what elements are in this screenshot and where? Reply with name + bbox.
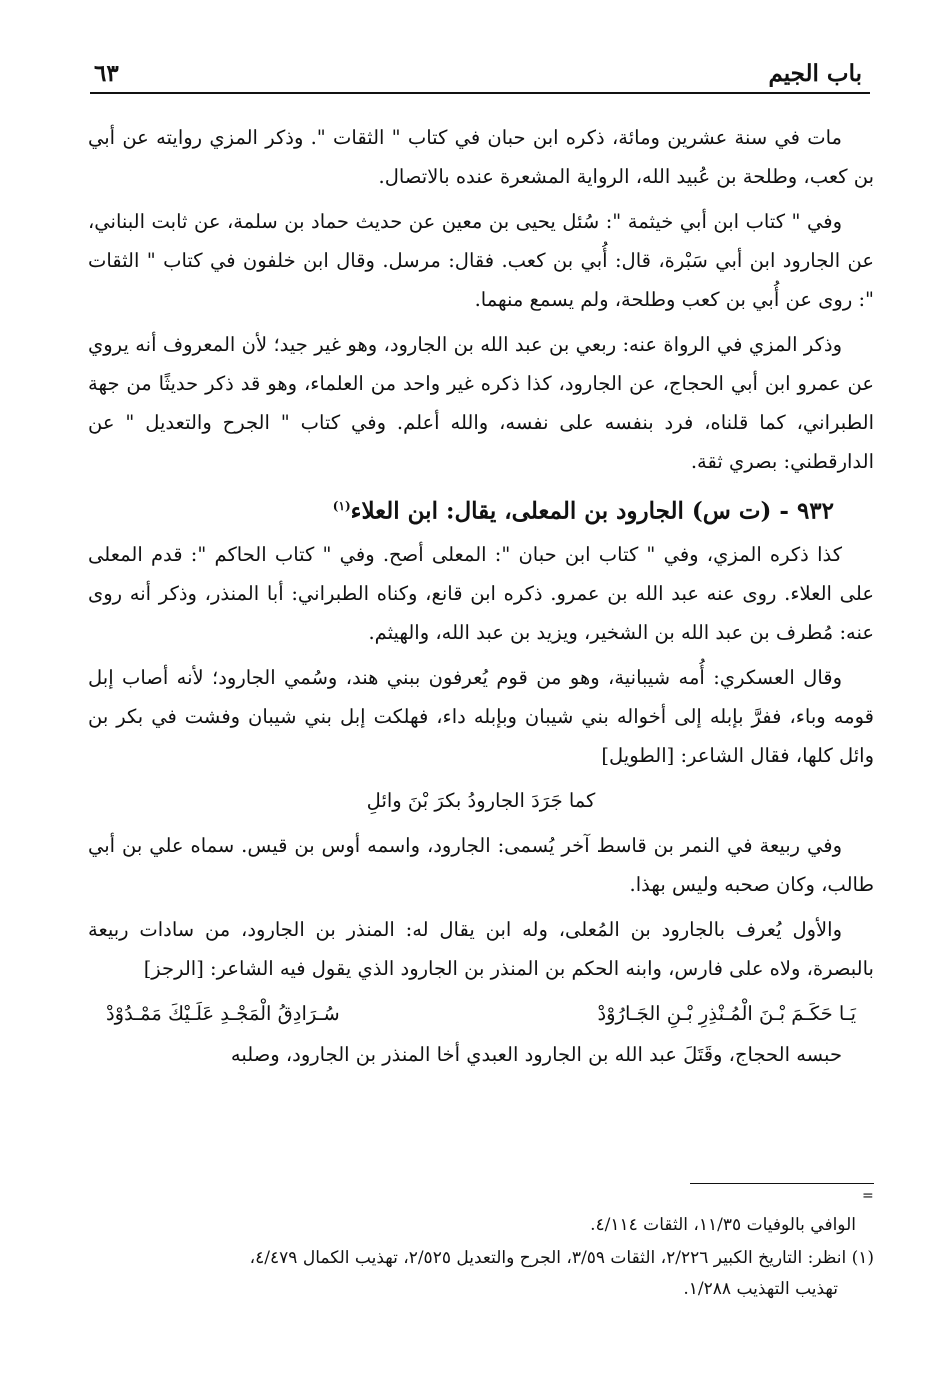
entry-heading-text: ٩٣٢ - (ت س) الجارود بن المعلى، يقال: ابن العلاء (350, 497, 834, 525)
main-text (88, 118, 874, 1080)
paragraph-4: كذا ذكره المزي، وفي " كتاب ابن حبان ": المعلى أصح. وفي " كتاب الحاكم ": قدم المعلى على العلاء. روى عنه عبد الله بن عمرو. ذكره ابن قانع، وكناه الطبراني: أبا المنذر، وذكر أنه روى عنه: مُطرف بن عبد الله بن الشخير، ويزيد بن عبد الله، والهيثم. (88, 542, 874, 644)
footnote-reference: (١) (332, 499, 351, 513)
chapter-title: باب الجيم (768, 60, 862, 87)
paragraph-2: وفي " كتاب ابن أبي خيثمة ": سُئل يحيى بن معين عن حديث حماد بن سلمة، عن ثابت البناني، عن الجارود ابن أبي سَبْرة، قال: أُبي بن كعب. فقال: مرسل. وقال ابن خلفون في كتاب " الثقات ": روى عن أُبي بن كعب وطلحة، ولم يسمع منهما. (88, 210, 874, 311)
entry-heading (88, 487, 874, 531)
footnote-continued: الوافي بالوفيات ١١/٣٥، الثقات ٤/١١٤. (590, 1215, 856, 1235)
paragraph-5: وقال العسكري: أُمه شيبانية، وهو من قوم يُعرفون ببني هند، وسُمي الجارود؛ لأنه أصاب إبل قومه وباء، ففرَّ بإبله إلى أخواله بني شيبان وبإبله داء، فهلكت إبل بني شيبان وفشت في بكر بن وائل كلها، فقال الشاعر: [الطويل] (88, 665, 874, 767)
poem-couplet (88, 994, 874, 1033)
footnote-separator (690, 1183, 874, 1184)
paragraph-1: مات في سنة عشرين ومائة، ذكره ابن حبان في كتاب " الثقات ". وذكر المزي روايته عن أبي بن كعب، وطلحة بن عُبيد الله، الرواية المشعرة عنده بالاتصال. (88, 126, 874, 188)
footnote-1-number: (١) (851, 1248, 874, 1268)
page-number: ٦٣ (94, 60, 119, 87)
footnote-continuation-mark: = (862, 1188, 874, 1204)
verse-line: كما جَرَدَ الجارودُ بكرَ بْنَ وائلِ (366, 788, 596, 812)
paragraph-6: وفي ربيعة في النمر بن قاسط آخر يُسمى: الجارود، واسمه أوس بن قيس. سماه علي بن أبي طالب، وكان صحبه وليس بهذا. (88, 833, 874, 896)
paragraph-8: حبسه الحجاج، وقَتَلَ عبد الله بن الجارود العبدي أخا المنذر بن الجارود، وصلبه (230, 1042, 842, 1066)
paragraph-7: والأول يُعرف بالجارود بن المُعلى، وله ابن يقال له: المنذر بن الجارود، من سادات ربيعة بالبصرة، ولاه على فارس، وابنه الحكم بن المنذر بن الجارود الذي يقول فيه الشاعر: [الرجز] (88, 917, 874, 980)
footnotes (88, 1210, 874, 1305)
poem-hemistich-left: سُـرَادِقُ الْمَجْـدِ عَلَـيْكَ مَمْـدُوْدْ (106, 1001, 340, 1025)
poem-hemistich-right: يَـا حَكَـمَ بْـنَ الْمُـنْذِرِ بْـنِ الجَـارُوْدْ (597, 1001, 856, 1025)
footnote-1-continuation: تهذيب التهذيب ١/٢٨٨. (683, 1279, 838, 1299)
footnote-1-text: انظر: التاريخ الكبير ٢/٢٢٦، الثقات ٣/٥٩، الجرح والتعديل ٢/٥٢٥، تهذيب الكمال ٤/٤٧٩، (249, 1248, 847, 1268)
paragraph-3: وذكر المزي في الرواة عنه: ربعي بن عبد الله بن الجارود، وهو غير جيد؛ لأن المعروف أنه يروي عن عمرو ابن أبي الحجاج، عن الجارود، كذا ذكره غير واحد من العلماء، وهو قد ذكر حديثًا من جهة الطبراني، كما قلناه، فرد بنفسه على نفسه، والله أعلم. وفي كتاب " الجرح والتعديل " عن الدارقطني: بصري ثقة. (88, 333, 874, 473)
page-header (90, 58, 870, 94)
footnote-1 (88, 1243, 874, 1305)
